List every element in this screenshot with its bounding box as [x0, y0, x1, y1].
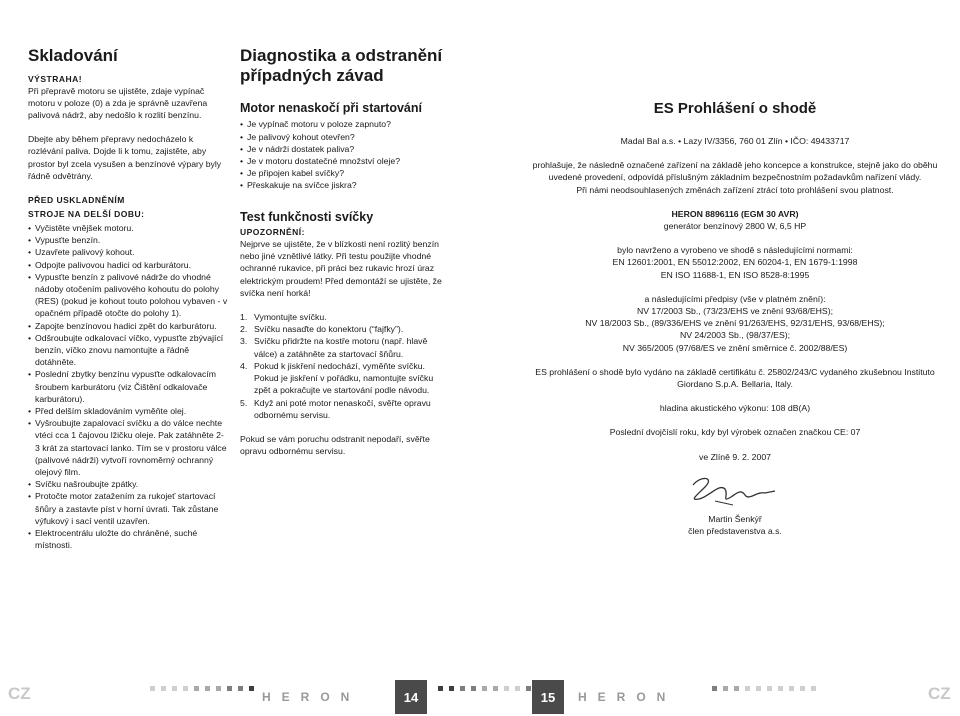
regulations-intro: a následujícími předpisy (vše v platném znění):: [644, 293, 826, 304]
conformity-declaration: [530, 46, 940, 537]
page-number-left: 14: [395, 680, 427, 714]
signer-role: člen představenstva a.s.: [688, 526, 782, 537]
list-item: • Elektrocentrálu uložte do chráněné, suché místnosti.: [28, 527, 228, 551]
list-item: • Vypusťte benzín z palivové nádrže do vhodné nádoby otočením palivového kohoutu do polohy (RES) (pokud je kohout touto polohou vybaven - v opačném případě otočte do polohy 1).: [28, 271, 228, 320]
page-number-right: 15: [532, 680, 564, 714]
list-item: • Je palivový kohout otevřen?: [240, 131, 445, 143]
diagnostics-title: Diagnostika a odstranění případných závad: [240, 46, 443, 85]
storage-subheading-1: PŘED USKLADNĚNÍM: [28, 194, 125, 205]
regulation-line: NV 17/2003 Sb., (73/23/EHS ve znění 93/68/EHS);: [636, 306, 834, 317]
decorative-dots-right: [712, 686, 816, 692]
list-item: 2. Svíčku nasaďte do konektoru (“fajfky”).: [240, 324, 404, 335]
list-item: 3. Svíčku přidržte na kostře motoru (např. hlavě válce) a zatáhněte za startovací šňůru.: [240, 336, 428, 359]
ce-year: Poslední dvojčíslí roku, kdy byl výrobek označen značkou CE: 07: [609, 427, 861, 438]
list-item: • Je vypínač motoru v poloze zapnuto?: [240, 118, 445, 130]
regulation-line: NV 18/2003 Sb., (89/336/EHS ve znění 91/263/EHS, 92/31/EHS, 93/68/EHS);: [585, 318, 885, 329]
list-item: • Vyšroubujte zapalovací svíčku a do válce nechte vtéci cca 1 čajovou lžičku oleje. Pak zatáhněte 2-3 krát za startovací lanko. Tím se v prostoru válce (palivové nádrži) vytvoří rovnoměrný ochranný olejový film.: [28, 417, 228, 478]
warning-text: Při přepravě motoru se ujistěte, zdaje vypínač motoru v poloze (0) a zda je správně uzavřena palivová nádrž, aby nedošlo k rozlití benzínu.: [28, 85, 208, 120]
place-date: ve Zlíně 9. 2. 2007: [699, 451, 771, 462]
model-line: HERON 8896116 (EGM 30 AVR): [671, 208, 799, 219]
declaration-text: prohlašuje, že následně označené zařízení na základě jeho koncepce a konstrukce, stejně jako do oběhu uvedené provedení, odpovídá příslušným základním bezpečnostním požadavkům nařízení vlády.: [532, 160, 938, 183]
engine-check-list: [240, 118, 445, 191]
list-item: 5. Když ani poté motor nenaskočí, svěřte opravu odbornému servisu.: [240, 397, 431, 420]
storage-title: Skladování: [28, 46, 118, 65]
list-item: • Vyčistěte vnějšek motoru.: [28, 222, 228, 234]
list-item: • Před delším skladováním vyměňte olej.: [28, 405, 228, 417]
list-item: • Přeskakuje na svíčce jiskra?: [240, 179, 445, 191]
list-item: • Zapojte benzínovou hadici zpět do karburátoru.: [28, 320, 228, 332]
list-item: 1. Vymontujte svíčku.: [240, 312, 327, 323]
brand-logo-right: HERON: [578, 690, 677, 704]
storage-steps-list: [28, 222, 228, 551]
list-item: • Protočte motor zatažením za rukojeť startovací šňůry a zastavte píst v horní úvrati. Tak zůstane výfukový i sací ventil uzavřen.: [28, 490, 228, 527]
list-item: 4. Pokud k jiskření nedochází, vyměňte svíčku. Pokud je jiskření v pořádku, namontujte svíčku zpět a pokračujte ve startování podle návodu.: [240, 360, 434, 396]
noise-level: hladina akustického výkonu: 108 dB(A): [659, 403, 811, 414]
signer-name: Martin Šenkýř: [708, 513, 762, 524]
service-note: Pokud se vám poruchu odstranit nepodaří, svěřte opravu odbornému servisu.: [240, 433, 430, 457]
brand-logo-left: HERON: [262, 690, 361, 704]
spark-test-steps: [240, 311, 445, 421]
page-footer: [0, 680, 960, 710]
list-item: • Svíčku našroubujte zpátky.: [28, 478, 228, 490]
notice-text: Nejprve se ujistěte, že v blízkosti není rozlitý benzín nebo jiné vznětlivé látky. Při testu použijte vhodné ochranné rukavice, při práci bez rukavic hrozí úraz elektrickým proudem! Před demontáží se ujistěte, že svíčka není horká!: [240, 239, 442, 298]
norms-intro: bylo navrženo a vyrobeno ve shodě s následujícími normami:: [617, 245, 853, 256]
engine-start-heading: Motor nenaskočí při startování: [240, 101, 422, 116]
storage-subheading-2: STROJE NA DELŠÍ DOBU:: [28, 208, 145, 219]
list-item: • Je v motoru dostatečné množství oleje?: [240, 155, 445, 167]
storage-section: [28, 46, 228, 551]
list-item: • Poslední zbytky benzínu vypusťte odkalovacím šroubem karburátoru (viz Čištění odkalovače karburátoru).: [28, 368, 228, 405]
transport-paragraph: Dbejte aby během přepravy nedocházelo k rozlévání paliva. Dojde li k tomu, zajistěte, aby prostor byl zcela vysušen a benzínové výpary byly řádně odvětrány.: [28, 134, 222, 181]
list-item: • Vypusťte benzín.: [28, 234, 228, 246]
language-code-right: CZ: [928, 684, 951, 703]
decorative-dots-left: [150, 686, 254, 692]
norms-line: EN 12601:2001, EN 55012:2002, EN 60204-1, EN 1679-1:1998: [612, 257, 858, 268]
model-description: generátor benzínový 2800 W, 6,5 HP: [663, 221, 807, 232]
list-item: • Je připojen kabel svíčky?: [240, 167, 445, 179]
declaration-title: ES Prohlášení o shodě: [653, 100, 817, 117]
regulation-line: NV 365/2005 (97/68/ES ve znění směrnice č. 2002/88/ES): [622, 342, 848, 353]
certificate-text: ES prohlášení o shodě bylo vydáno na základě certifikátu č. 25802/243/C vydaného zkušebnou Instituto Giordano S.p.A. Bellaria, Italy.: [535, 366, 935, 390]
list-item: • Je v nádrži dostatek paliva?: [240, 143, 445, 155]
validity-note: Při námi neodsouhlasených změnách zařízení ztrácí toto prohlášení svou platnost.: [576, 184, 894, 195]
company-line: Madal Bal a.s. • Lazy IV/3356, 760 01 Zlín • IČO: 49433717: [620, 136, 850, 146]
norms-line: EN ISO 11688-1, EN ISO 8528-8:1995: [660, 269, 810, 280]
language-code-left: CZ: [8, 684, 31, 703]
list-item: • Odšroubujte odkalovací víčko, vypusťte zbývající benzín, víčko znovu namontujte a řádně dotáhněte.: [28, 332, 228, 369]
list-item: • Uzavřete palivový kohout.: [28, 246, 228, 258]
list-item: • Odpojte palivovou hadici od karburátoru.: [28, 259, 228, 271]
notice-heading: UPOZORNĚNÍ:: [240, 227, 305, 238]
warning-heading: VÝSTRAHA!: [28, 73, 83, 84]
diagnostics-section: [240, 46, 445, 457]
spark-test-heading: Test funkčnosti svíčky: [240, 209, 374, 224]
decorative-dots-center: [438, 686, 542, 692]
regulation-line: NV 24/2003 Sb., (98/37/ES);: [679, 330, 791, 341]
signature-image: [675, 471, 795, 511]
